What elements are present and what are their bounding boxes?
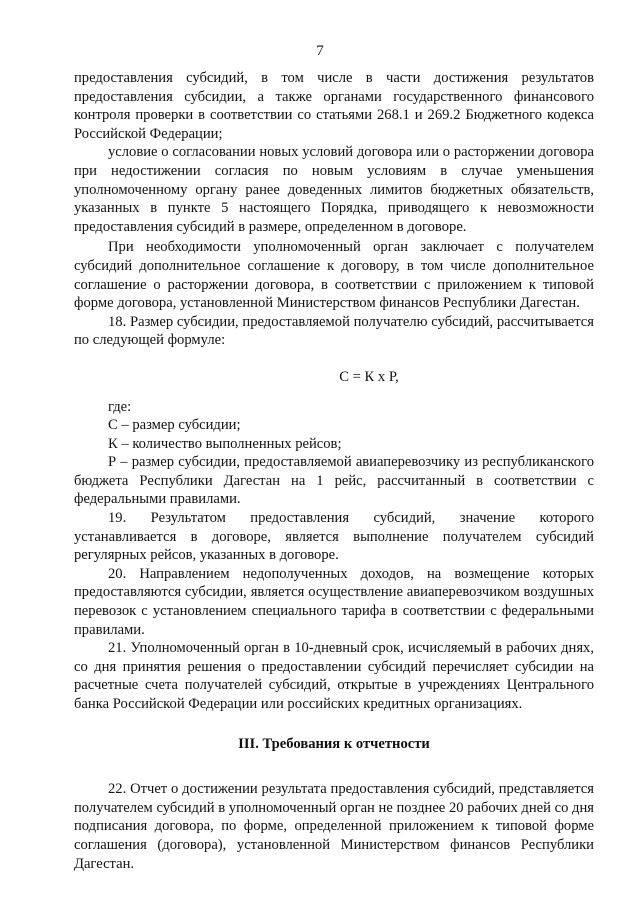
paragraph-condition: условие о согласовании новых условий договора или о расторжении договора при недостижении согласия по новым условиям в случае уменьшения уполномоченному органу ранее доведенных лимитов бюджетных обязательств, указанных в пункте 5 настоящего Порядка, приводящего к невозможности предоставления субсидий в размере, определенном в договоре. [74, 144, 594, 235]
paragraph-19: 19. Результатом предоставления субсидий, значение которого устанавливается в договоре, является выполнение получателем субсидий регулярных рейсов, указанных в договоре. [74, 510, 594, 564]
paragraph-22: 22. Отчет о достижении результата предоставления субсидий, представляется получателем субсидий в уполномоченный орган не позднее 20 рабочих дней со дня подписания договора, по форме, определенной приложением к типовой форме соглашения (договора), установленной Министерством финансов Республики Дагестан. [74, 781, 594, 872]
paragraph-additional-agreement: При необходимости уполномоченный орган заключает с получателем субсидий дополнительное соглашение к договору, в том числе дополнительное соглашение о расторжении договора, в соответствии с приложением к типовой форме договора, установленной Министерством финансов Республики Дагестан. [74, 239, 594, 312]
page-number: 7 [316, 43, 324, 59]
paragraph-continuation: предоставления субсидий, в том числе в части достижения результатов предоставления субсидии, а также органами государственного финансового контроля проверки в соответствии со статьями 268.1 и 269.2 Бюджетного кодекса Российской Федерации; [74, 70, 594, 142]
section-heading: III. Требования к отчетности [238, 735, 430, 752]
definition-c: С – размер субсидии; [108, 417, 241, 434]
definition-p: Р – размер субсидии, предоставляемой авиаперевозчику из республиканского бюджета Республики Дагестан на 1 рейс, рассчитанный в соответствии с федеральными правилами. [74, 454, 594, 508]
formula: С = К х Р, [339, 368, 399, 385]
paragraph-18: 18. Размер субсидии, предоставляемой получателю субсидий, рассчитывается по следующей формуле: [74, 313, 594, 349]
definition-k: К – количество выполненных рейсов; [108, 435, 342, 452]
paragraph-20: 20. Направлением недополученных доходов, на возмещение которых предоставляются субсидии, является осуществление авиаперевозчиком воздушных перевозок с установлением специального тарифа в соответствии с федеральными правилами. [74, 565, 594, 638]
formula-where: где: [108, 398, 132, 415]
paragraph-21: 21. Уполномоченный орган в 10-дневный срок, исчисляемый в рабочих днях, со дня принятия решения о предоставлении субсидий перечисляет субсидии на расчетные счета получателей субсидий, открытые в учреждениях Центрального банка Российской Федерации или российских кредитных организациях. [74, 640, 594, 712]
document-body [74, 69, 594, 873]
